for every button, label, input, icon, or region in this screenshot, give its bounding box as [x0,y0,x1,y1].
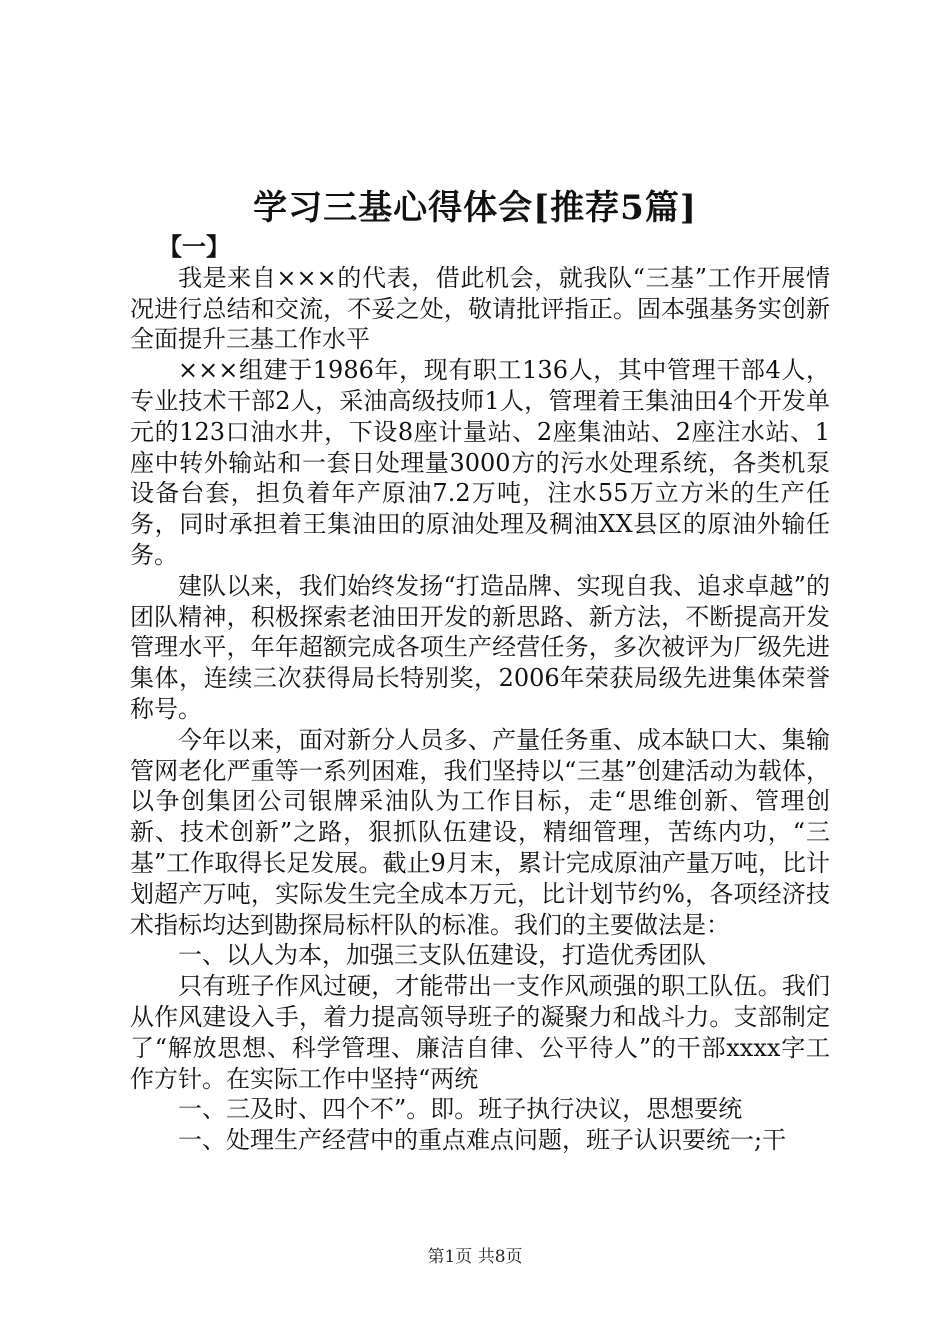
paragraph-history: 建队以来，我们始终发扬“打造品牌、实现自我、追求卓越”的团队精神，积极探索老油田开发的新思路、新方法，不断提高开发管理水平，年年超额完成各项生产经营任务，多次被评为厂级先进集体，连续三次获得局长特别奖，2006年荣获局级先进集体荣誉称号。 [130,571,830,723]
paragraph-leadership: 只有班子作风过硬，才能带出一支作风顽强的职工队伍。我们从作风建设入手，着力提高领导班子的凝聚力和战斗力。支部制定了“解放思想、科学管理、廉洁自律、公平待人”的干部xxxx字工作方针。在实际工作中坚持“两统 [130,972,830,1093]
paragraph-intro: 我是来自×××的代表，借此机会，就我队“三基”工作开展情况进行总结和交流，不妥之处，敬请批评指正。固本强基务实创新全面提升三基工作水平 [130,263,830,354]
document-title: 学习三基心得体会[推荐5篇] [253,188,697,228]
paragraph-continuation-1: 一、三及时、四个不”。即。班子执行决议，思想要统 [178,1095,743,1124]
paragraph-continuation-2: 一、处理生产经营中的重点难点问题，班子认识要统一;干 [178,1126,787,1155]
paragraph-team-overview: ×××组建于1986年，现有职工136人，其中管理干部4人，专业技术干部2人，采油高级技师1人，管理着王集油田4个开发单元的123口油水井，下设8座计量站、2座集油站、2座注水站、1座中转外输站和一套日处理量3000方的污水处理系统，各类机泵设备台套，担负着年产原油7.2万吨，注水55万立方米的生产任务，同时承担着王集油田的原油处理及稠油XX县区的原油外输任务。 [130,356,830,569]
paragraph-this-year: 今年以来，面对新分人员多、产量任务重、成本缺口大、集输管网老化严重等一系列困难，我们坚持以“三基”创建活动为载体，以争创集团公司银牌采油队为工作目标，走“思维创新、管理创新、技术创新”之路，狠抓队伍建设，精细管理，苦练内功，“三基”工作取得长足发展。截止9月末，累计完成原油产量万吨，比计划超产万吨，实际发生完全成本万元，比计划节约%，各项经济技术指标均达到勘探局标杆队的标准。我们的主要做法是： [130,725,830,939]
document-body [130,232,830,1156]
paragraph-point-one-heading: 一、以人为本，加强三支队伍建设，打造优秀团队 [178,941,706,970]
section-heading: 【一】 [158,232,230,261]
page-number-footer: 第1页 共8页 [427,1247,523,1267]
